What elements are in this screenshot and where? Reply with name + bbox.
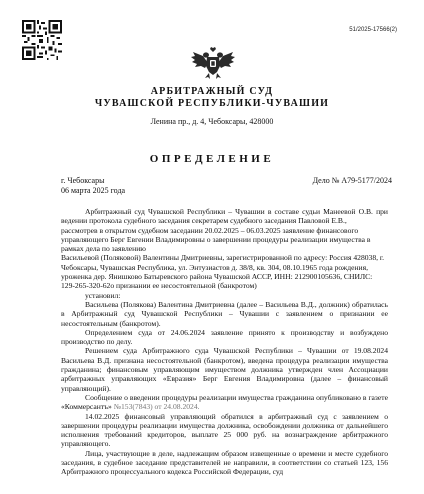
paragraph-considered: рассмотрев в открытом судебном заседании 20.02.2025 – 06.03.2025 заявление финансового управляющего Берг Евгении Владимировны о завершении процедуры реализации имущества в рамках дела по заявлению xyxy=(61,225,371,254)
document-number: 51/2025-17566(2) xyxy=(349,27,397,33)
paragraph-publication xyxy=(61,393,388,412)
document-body xyxy=(61,207,388,477)
paragraph-participants: Лица, участвующие в деле, надлежащим образом извещенные о времени и месте судебного заседания, в судебное заседание представителей не направили, в соответствии со статьей 123, 156 Арбитражного процессуального кодекса Российской Федерации, суд xyxy=(61,448,388,477)
city: г. Чебоксары xyxy=(61,176,105,185)
paragraph-application: Васильева (Полякова) Валентина Дмитриевна (далее – Васильева В.Д., должник) обратилась в Арбитражный суд Чувашской Республики – Чувашии с заявлением о признании ее несостоятельным (банкротом). xyxy=(61,299,388,328)
paragraph-ruling-accepted: Определением суда от 24.06.2024 заявление принято к производству и возбуждено производство по делу. xyxy=(61,327,388,347)
qr-code xyxy=(22,20,62,60)
paragraph-court-composition: Арбитражный суд Чувашской Республики – Чувашии в составе судьи Манеевой О.В. при ведении протокола судебного заседания секретарем судебного заседания Павловой Е.В., xyxy=(61,207,388,226)
paragraph-completion-request: 14.02.2025 финансовый управляющий обратился в арбитражный суд с заявлением о завершении процедуры реализации имущества должника, освобождении должника от дальнейшего исполнения требований кредиторов, выплате 25 000 руб. на вознаграждение арбитражного управляющего. xyxy=(61,411,388,449)
court-name-line1: АРБИТРАЖНЫЙ СУД xyxy=(150,86,274,97)
paragraph-established: установил: xyxy=(85,290,121,300)
paragraph-decision: Решением суда Арбитражного суда Чувашской Республики – Чувашии от 19.08.2024 Васильева В.Д. признана несостоятельной (банкротом), введена процедура реализации имущества гражданина; финансовым управляющим имуществом должника утвержден член Ассоциации арбитражных управляющих «Евразия» Берг Евгения Владимировна (далее – финансовый управляющий). xyxy=(61,346,388,393)
document-title: ОПРЕДЕЛЕНИЕ xyxy=(149,153,275,165)
court-address: Ленина пр., д. 4, Чебоксары, 428000 xyxy=(150,117,274,126)
case-number: Дело № А79-5177/2024 xyxy=(312,176,392,185)
paragraph-debtor-details: Васильевой (Поляковой) Валентины Дмитриевны, зарегистрированной по адресу: Россия 428038, г. Чебоксары, Чувашская Республика, ул. Энтузиастов д. 38/8, кв. 304, 08.10.1965 года рождения, уроженка дер. Янишково Батыревского района Чувашской АССР, ИНН: 212900105636, СНИЛС: 129-265-320-62о признании ее несостоятельной (банкротом) xyxy=(61,253,385,291)
court-name-line2: ЧУВАШСКОЙ РЕСПУБЛИКИ-ЧУВАШИИ xyxy=(94,98,330,109)
coat-of-arms-icon xyxy=(190,46,236,80)
document-date: 06 марта 2025 года xyxy=(61,186,126,195)
publication-reference: №153(7843) от 24.08.2024. xyxy=(113,402,200,412)
publication-text: Сообщение о введении процедуры реализации имущества гражданина опубликовано в газете «Коммерсантъ» xyxy=(61,392,388,412)
